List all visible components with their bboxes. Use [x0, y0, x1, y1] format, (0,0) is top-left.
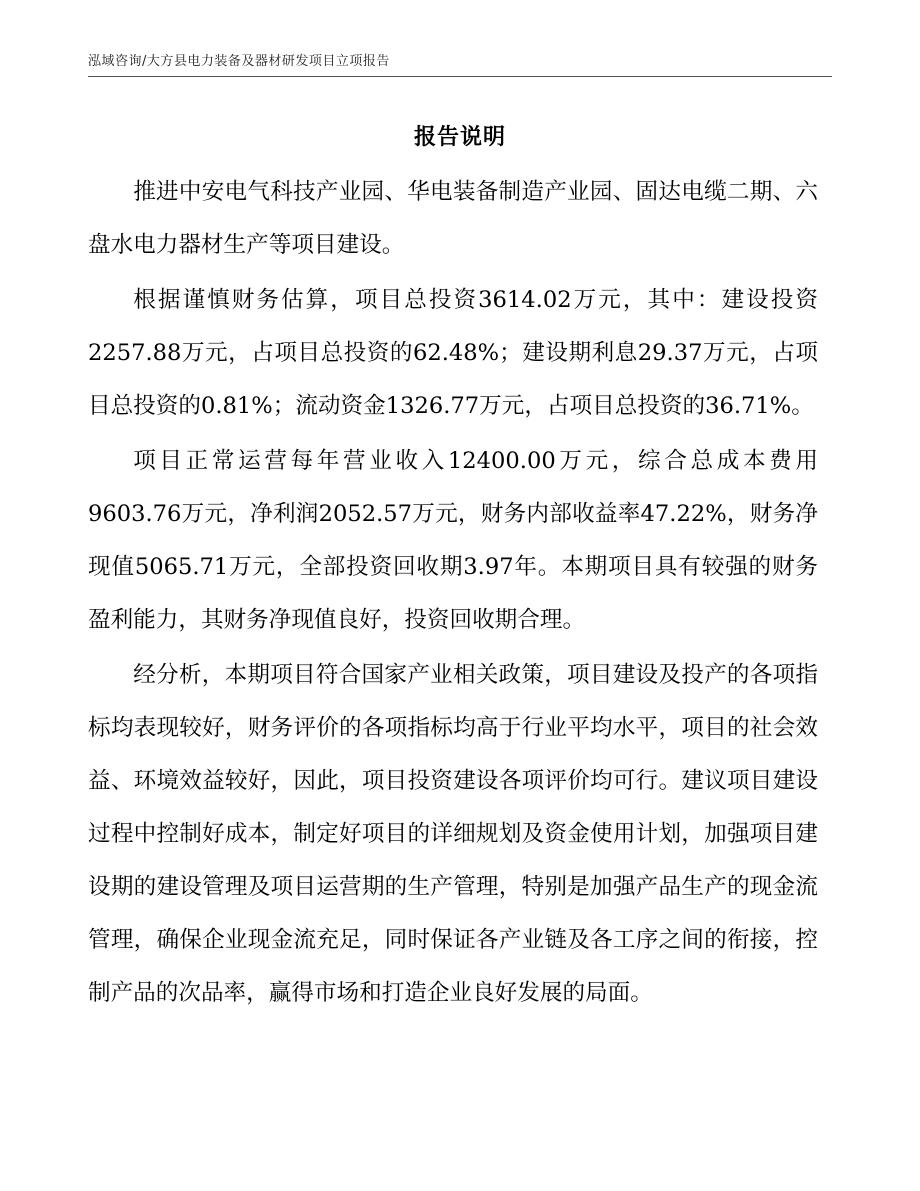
report-body: [88, 166, 818, 1020]
paragraph-operating-revenue: 项目正常运营每年营业收入12400.00万元，综合总成本费用9603.76万元，净利润2052.57万元，财务内部收益率47.22%，财务净现值5065.71万元，全部投资回收期3.97年。本期项目具有较强的财务盈利能力，其财务净现值良好，投资回收期合理。: [88, 448, 818, 633]
paragraph-analysis-conclusion: 经分析，本期项目符合国家产业相关政策，项目建设及投产的各项指标均表现较好，财务评价的各项指标均高于行业平均水平，项目的社会效益、环境效益较好，因此，项目投资建设各项评价均可行。建议项目建设过程中控制好成本，制定好项目的详细规划及资金使用计划，加强项目建设期的建设管理及项目运营期的生产管理，特别是加强产品生产的现金流管理，确保企业现金流充足，同时保证各产业链及各工序之间的衔接，控制产品的次品率，赢得市场和打造企业良好发展的局面。: [88, 662, 818, 1006]
paragraph-investment-estimate: 根据谨慎财务估算，项目总投资3614.02万元，其中：建设投资2257.88万元，占项目总投资的62.48%；建设期利息29.37万元，占项目总投资的0.81%；流动资金1326.77万元，占项目总投资的36.71%。: [88, 287, 818, 419]
header-divider: [88, 76, 832, 77]
page-title: 报告说明: [413, 125, 506, 150]
paragraph-project-construction: 推进中安电气科技产业园、华电装备制造产业园、固达电缆二期、六盘水电力器材生产等项目建设。: [88, 179, 818, 258]
running-header: 泓域咨询/大方县电力装备及器材研发项目立项报告: [88, 54, 390, 69]
